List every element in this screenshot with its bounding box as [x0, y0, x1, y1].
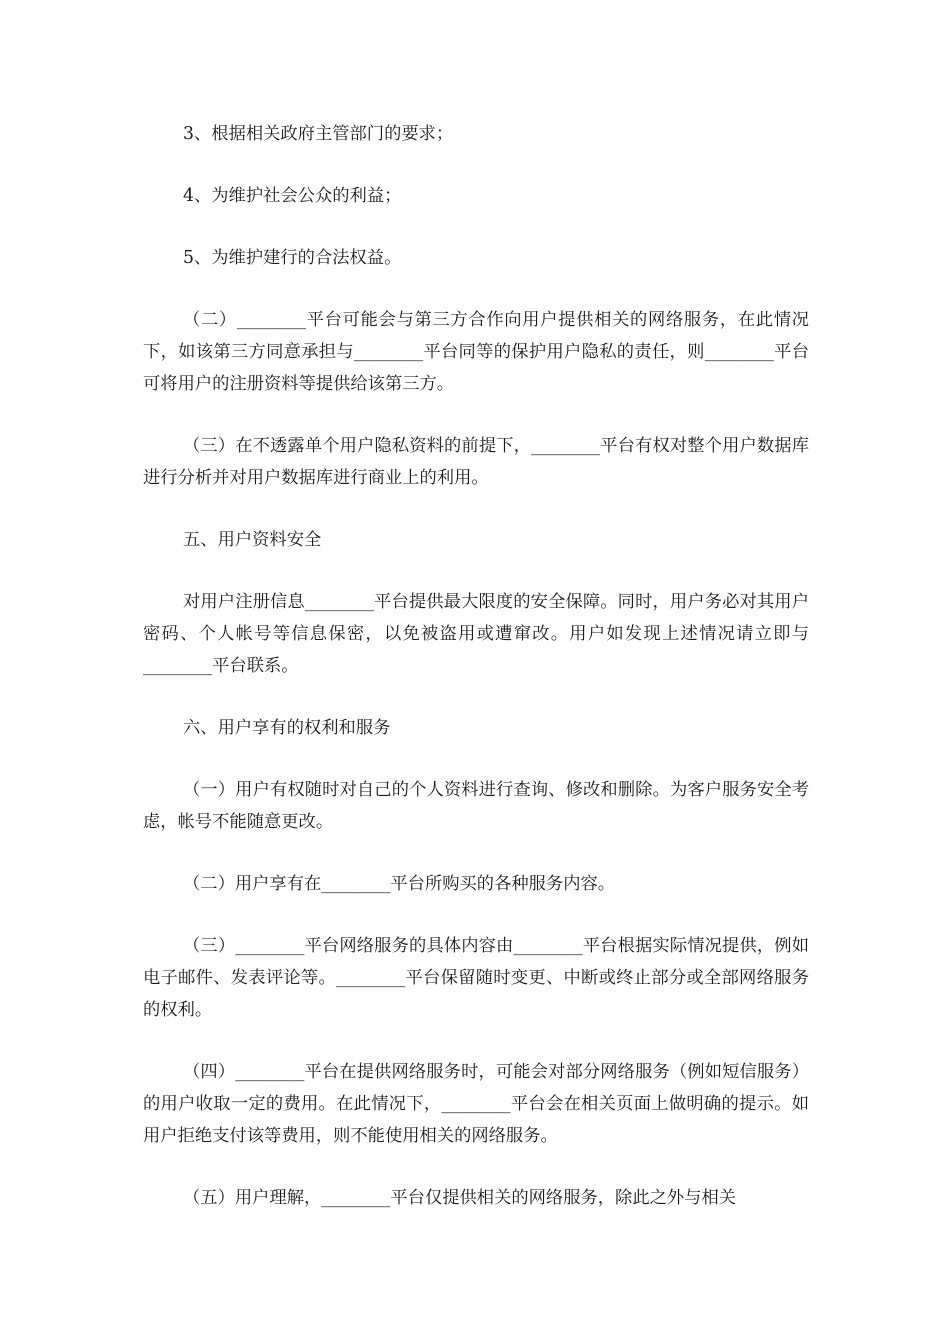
paragraph-item-4: 4、为维护社会公众的利益；	[183, 186, 402, 206]
paragraph-rights-1: （一）用户有权随时对自己的个人资料进行查询、修改和删除。为客户服务安全考虑，帐号不能随意更改。	[143, 780, 809, 832]
paragraph-clause-3: （三）在不透露单个用户隐私资料的前提下，________平台有权对整个用户数据库进行分析并对用户数据库进行商业上的利用。	[143, 436, 809, 488]
paragraph-clause-2: （二）________平台可能会与第三方合作向用户提供相关的网络服务，在此情况下，如该第三方同意承担与________平台同等的保护用户隐私的责任，则________平台可将用户的注册资料等提供给该第三方。	[143, 310, 809, 394]
paragraph-rights-5: （五）用户理解，________平台仅提供相关的网络服务，除此之外与相关	[183, 1188, 737, 1208]
paragraph-rights-3: （三）________平台网络服务的具体内容由________平台根据实际情况提供，例如电子邮件、发表评论等。________平台保留随时变更、中断或终止部分或全部网络服务的权利。	[143, 936, 809, 1020]
section-heading-user-data-security: 五、用户资料安全	[183, 530, 322, 550]
paragraph-rights-4: （四）________平台在提供网络服务时，可能会对部分网络服务（例如短信服务）的用户收取一定的费用。在此情况下，________平台会在相关页面上做明确的提示。如用户拒绝支付该等费用，则不能使用相关的网络服务。	[143, 1062, 809, 1146]
section-heading-user-rights: 六、用户享有的权利和服务	[183, 718, 391, 738]
paragraph-item-3: 3、根据相关政府主管部门的要求；	[183, 124, 454, 144]
paragraph-item-5: 5、为维护建行的合法权益。	[183, 248, 402, 268]
document-body	[143, 118, 809, 1214]
paragraph-rights-2: （二）用户享有在________平台所购买的各种服务内容。	[183, 874, 616, 894]
paragraph-security: 对用户注册信息________平台提供最大限度的安全保障。同时，用户务必对其用户密码、个人帐号等信息保密，以免被盗用或遭窜改。用户如发现上述情况请立即与________平台联系。	[143, 592, 809, 676]
